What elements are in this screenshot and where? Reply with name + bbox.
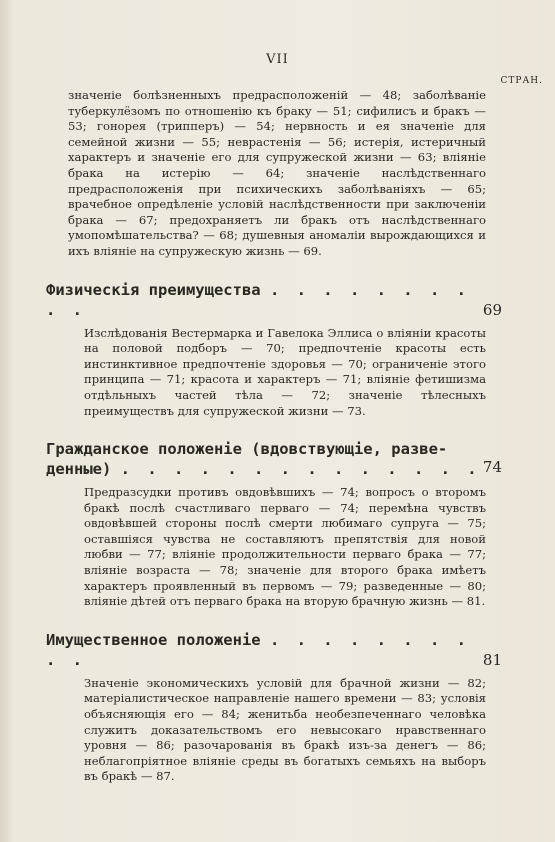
table-of-contents (46, 88, 502, 785)
section-page-number: 69 (482, 300, 502, 319)
section-paragraph: Изслѣдованія Вестермарка и Гавелока Эллиса о вліяніи красоты на половой подборъ — 70; предпочтеніе красоты есть инстинктивное предпочтеніе здоровья — 70; ограниченіе этого принципа — 71; красота и характеръ — 71; вліяніе фетишизма отдѣльныхъ частей тѣла — 72; значеніе тѣлесныхъ преимуществъ для супружеской жизни — 73. (84, 325, 486, 418)
section-heading (46, 439, 502, 479)
leader-dots: . . . . . . . . . . . . . . (120, 460, 481, 479)
section-title-line-1: Гражданское положеніе (вдовствующіе, разве- (46, 440, 448, 459)
leader-dots: . . . . . . . . . . (46, 280, 470, 319)
section-property-status (46, 630, 502, 785)
section-title: Физическія преимущества (46, 280, 261, 299)
section-title: Имущественное положеніе (46, 630, 261, 649)
section-title-line-2: денные) (46, 460, 112, 479)
section-text (46, 676, 486, 785)
leader-dots: . . . . . . . . . . (46, 630, 470, 669)
section-text (46, 326, 486, 420)
section-civil-status (46, 439, 502, 610)
section-page-number: 74 (482, 458, 502, 477)
section-text (46, 485, 486, 610)
section-page-number: 81 (482, 650, 502, 669)
intro-entry-text (46, 88, 486, 260)
page-number: VII (266, 52, 289, 67)
intro-paragraph: значеніе болѣзненныхъ предрасположеній — 48; заболѣваніе туберкулёзомъ по отношенію къ браку — 51; сифилисъ и бракъ — 53; гонорея (трипперъ) — 54; нервность и ея значеніе для семейной жизни — 55; неврастенія — 56; истерія, истеричный характеръ и значеніе его для супружеской жизни — 63; вліяніе брака на истерію — 64; значеніе наслѣдственнаго предрасположенія при психическихъ заболѣваніяхъ — 65; врачебное опредѣленіе условій наслѣдственности при заключеніи брака — 67; предохраняетъ ли бракъ отъ наслѣдственнаго умопомѣшательства? — 68; душевныя аномаліи вырождающихся и ихъ вліяніе на супружескую жизнь — 69. (68, 88, 486, 258)
section-paragraph: Предразсудки противъ овдовѣвшихъ — 74; вопросъ о второмъ бракѣ послѣ счастливаго перваго — 74; перемѣна чувствъ овдовѣвшей стороны послѣ смерти любимаго супруга — 75; оставшіяся чувства не составляютъ препятствія для новой любви — 77; вліяніе продолжительности перваго брака — 77; вліяніе возраста — 78; значеніе для второго брака имѣетъ характеръ проявленный въ первомъ — 79; разведенные — 80; вліяніе дѣтей отъ перваго брака на вторую брачную жизнь — 81. (84, 485, 486, 609)
section-physical-advantages (46, 280, 502, 420)
section-heading (46, 630, 502, 670)
section-paragraph: Значеніе экономическихъ условій для брачной жизни — 82; матеріалистическое направленіе нашего времени — 83; условія объясняющія его — 84; женитьба необезпеченнаго человѣка служитъ доказательствомъ его невысокаго нравственнаго уровня — 86; разочарованія въ бракѣ изъ-за денегъ — 86; неблагопріятное вліяніе среды въ богатыхъ семьяхъ на выборъ въ бракѣ — 87. (84, 675, 486, 784)
section-heading (46, 280, 502, 320)
page-column-label: СТРАН. (500, 76, 543, 86)
